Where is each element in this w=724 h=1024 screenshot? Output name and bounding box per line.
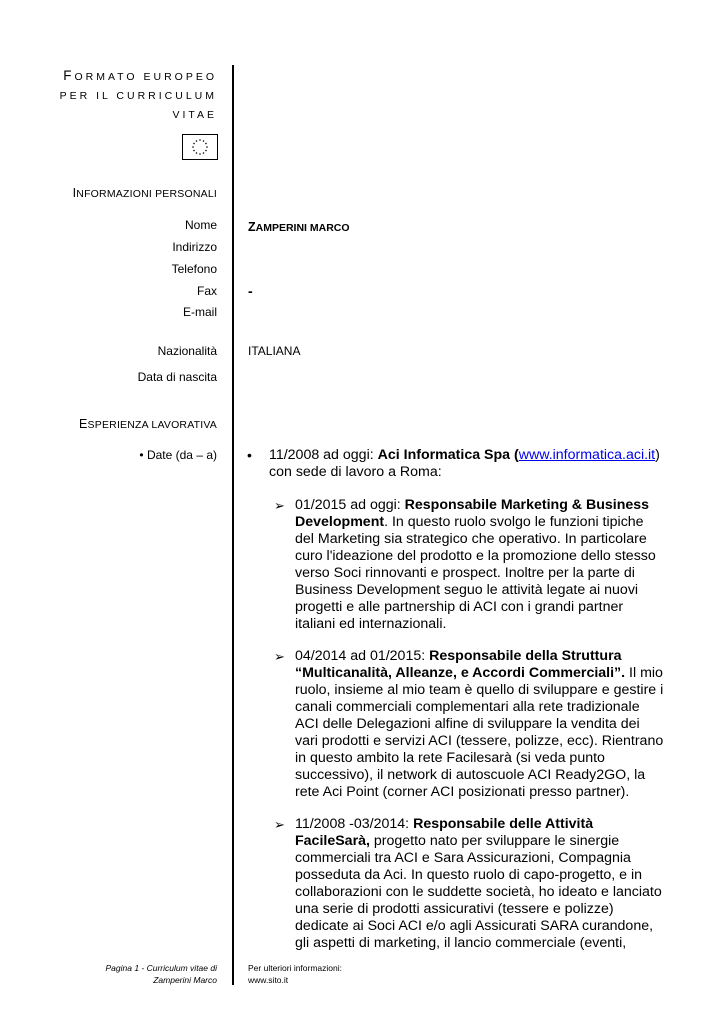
label-telefono: Telefono [171, 262, 217, 276]
main-job-line2: con sede di lavoro a Roma: [269, 464, 442, 480]
arrow-bullet-icon: ➢ [274, 817, 285, 832]
arrow-bullet-icon: ➢ [274, 649, 285, 664]
label-indirizzo: Indirizzo [172, 240, 217, 254]
main-job-line1: 11/2008 ad oggi: Aci Informatica Spa (www.informatica.aci.it) [269, 447, 660, 463]
eu-flag-icon [182, 134, 218, 160]
role-entry-3: 11/2008 -03/2014: Responsabile delle Attività FacileSarà, progetto nato per sviluppare le sinergie commerciali tra ACI e Sara Assicurazioni, Compagnia posseduta da Aci. In questo ruolo di capo-progetto, e in collaborazioni con le suddette società, ho ideato e lanciato una serie di prodotti assicurativi (tessere e polizze) dedicate ai Soci ACI e/o agli Assicurati SARA curandone, gli aspetti di marketing, il lancio commerciale (eventi, [295, 816, 662, 951]
cv-title [60, 66, 217, 125]
cv-title-line3: VITAE [172, 109, 217, 121]
role-entry-1: 01/2015 ad oggi: Responsabile Marketing & Business Development. In questo ruolo svolgo le funzioni tipiche del Marketing sia strategico che operativo. In particolare curo l'ideazione del prodotto e la promozione dello stesso verso Soci rinnovanti e prospect. Inoltre per la parte di Business Development seguo le attività legate ai nuovi progetti e alle partnership di ACI con i grandi partner italiani ed internazionali. [295, 497, 656, 632]
section-heading-experience: ESPERIENZA LAVORATIVA [79, 417, 217, 431]
cv-title-line2: PER IL CURRICULUM [59, 90, 217, 102]
main-job-entry [269, 447, 709, 481]
footer-contact-info: Per ulteriori informazioni: www.sito.it [248, 963, 343, 985]
label-fax: Fax [196, 284, 217, 298]
value-fax: - [248, 283, 253, 299]
value-nome: ZAMPERINI MARCO [248, 220, 350, 234]
main-bullet: • [247, 447, 252, 463]
label-nome: Nome [184, 218, 217, 232]
value-nazionalita: ITALIANA [248, 344, 301, 358]
column-divider [232, 65, 234, 985]
arrow-bullet-icon: ➢ [274, 498, 285, 513]
section-heading-personal: INFORMAZIONI PERSONALI [72, 186, 217, 200]
footer-page-info: Pagina 1 - Curriculum vitae di Zamperini Marco [105, 963, 217, 985]
label-email: E-mail [182, 305, 217, 319]
label-nazionalita: Nazionalità [157, 344, 217, 358]
label-date: • Date (da – a) [139, 448, 217, 462]
cv-title-line1: FORMATO EUROPEO [63, 68, 217, 83]
role-entry-2: 04/2014 ad 01/2015: Responsabile della Struttura “Multicanalità, Alleanze, e Accordi Commerciali”. Il mio ruolo, insieme al mio team è quello di sviluppare e gestire i canali commerciali complementari alla rete tradizionale ACI delle Delegazioni alfine di sviluppare la vendita dei vari prodotti e servizi ACI (tessere, polizze, ecc). Rientrano in questo ambito la rete Facilesarà (si veda punto successivo), il network di autoscuole ACI Ready2GO, la rete Aci Point (corner ACI posizionati presso partner). [295, 648, 664, 800]
label-data-nascita: Data di nascita [137, 370, 217, 384]
company-website-link[interactable]: www.informatica.aci.it [518, 447, 656, 463]
